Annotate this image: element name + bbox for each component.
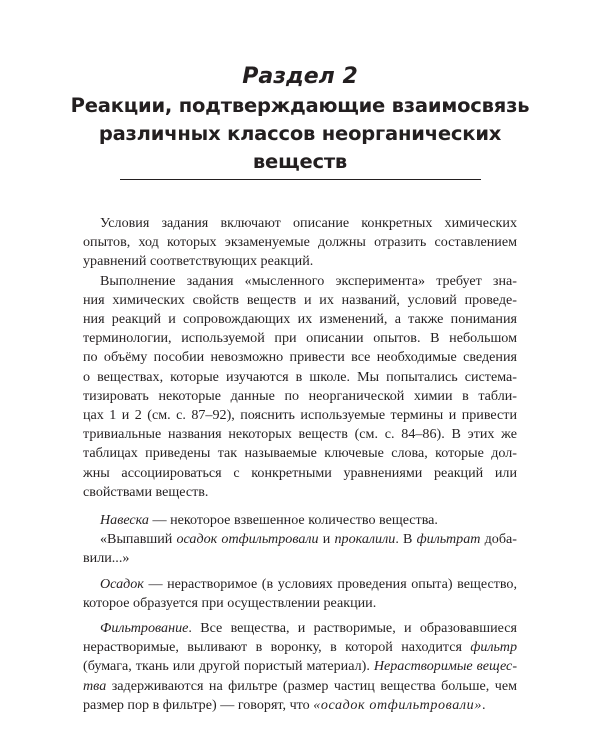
example-line: вили...» bbox=[83, 550, 130, 567]
text-line bbox=[83, 638, 517, 657]
section-title bbox=[0, 92, 600, 176]
plain-text: . bbox=[481, 696, 486, 713]
text-line: Условия задания включают описание конкретных химических bbox=[100, 215, 517, 231]
term-naveska bbox=[83, 511, 517, 569]
term-definition: — нерастворимое (в условиях проведения опыта) вещество, bbox=[143, 575, 517, 592]
spacer bbox=[83, 502, 517, 511]
key-phrase: «осадок отфильтровали» bbox=[313, 696, 482, 713]
text-line: Выполнение задания «мысленного эксперимента» требует зна- bbox=[100, 272, 517, 289]
section-title-line: Реакции, подтверждающие взаимосвязь bbox=[70, 94, 530, 117]
example-text: «Выпавший bbox=[100, 531, 177, 548]
key-phrase: тва bbox=[83, 677, 107, 694]
paragraph-task-conditions bbox=[83, 214, 517, 272]
text-line bbox=[83, 657, 517, 676]
term-name: Фильтрование bbox=[100, 620, 189, 637]
text-line: которое образуется при осуществлении реакции. bbox=[83, 594, 377, 611]
text-line: свойствами веществ. bbox=[83, 483, 209, 500]
text-line: о веществах, которые изучаются в школе. Мы попытались система- bbox=[83, 368, 517, 385]
text-line: опытов, ход которых экзаменуемые должны отразить составлением bbox=[83, 234, 517, 251]
text-line: жны ассоциироваться с конкретными уравнениями реакций или bbox=[83, 464, 517, 481]
section-title-line: различных классов неорганических bbox=[98, 122, 502, 145]
text-line bbox=[83, 575, 517, 594]
text-line: терминологии, используемой при описании опытов. В небольшом bbox=[83, 330, 517, 347]
term-osadok bbox=[83, 575, 517, 613]
plain-text: (бумага, ткань или другой пористый материал). bbox=[83, 658, 374, 675]
example-text: . В bbox=[395, 531, 417, 548]
text-line: ния химических свойств веществ и их названий, условий проведе- bbox=[83, 291, 517, 308]
text-line bbox=[83, 619, 517, 638]
paragraph-thought-experiment bbox=[83, 272, 517, 502]
text-line: цах 1 и 2 (см. с. 87–92), пояснить используемые термины и привести bbox=[83, 407, 517, 424]
text-line: по объёму пособии невозможно привести все необходимые сведения bbox=[83, 349, 517, 366]
plain-text: задерживаются на фильтре (размер частиц вещества больше, чем bbox=[106, 677, 517, 694]
text-line bbox=[83, 696, 517, 715]
term-definition: — некоторое взвешенное количество вещества. bbox=[148, 512, 438, 529]
example-text: и bbox=[318, 531, 335, 548]
text-line: уравнений соответствующих реакций. bbox=[83, 253, 314, 270]
text-line: тривиальные названия некоторых веществ (см. с. 84–86). В этих же bbox=[83, 426, 517, 443]
text-line: ния реакций и сопровождающих их изменений, а также понимания bbox=[83, 311, 517, 328]
text-line: тизировать некоторые данные по неорганической химии в табли- bbox=[83, 387, 517, 404]
key-phrase: прокалили bbox=[334, 531, 396, 548]
text-line bbox=[83, 511, 517, 530]
term-filtration bbox=[83, 619, 517, 715]
title-divider bbox=[120, 179, 481, 180]
key-phrase: осадок отфильтровали bbox=[176, 531, 319, 548]
text-line bbox=[83, 677, 517, 696]
term-name: Навеска bbox=[100, 512, 149, 529]
plain-text: нерастворимые, выливают в воронку, в которой находится bbox=[83, 639, 471, 656]
key-phrase: фильтр bbox=[470, 639, 517, 656]
plain-text: размер пор в фильтре) — говорят, что bbox=[83, 696, 314, 713]
example-line bbox=[83, 530, 517, 549]
body-text bbox=[83, 214, 517, 715]
key-phrase: фильтрат bbox=[416, 531, 481, 548]
section-label: Раздел 2 bbox=[242, 64, 358, 89]
text-line: таблицах приведены так называемые ключевые слова, которые дол- bbox=[83, 445, 517, 462]
term-name: Осадок bbox=[100, 575, 144, 592]
key-phrase: Нерастворимые вещес- bbox=[373, 658, 518, 675]
section-title-line: веществ bbox=[252, 150, 348, 173]
term-definition: . Все вещества, и растворимые, и образовавшиеся bbox=[188, 620, 517, 637]
example-text: доба- bbox=[480, 531, 517, 548]
